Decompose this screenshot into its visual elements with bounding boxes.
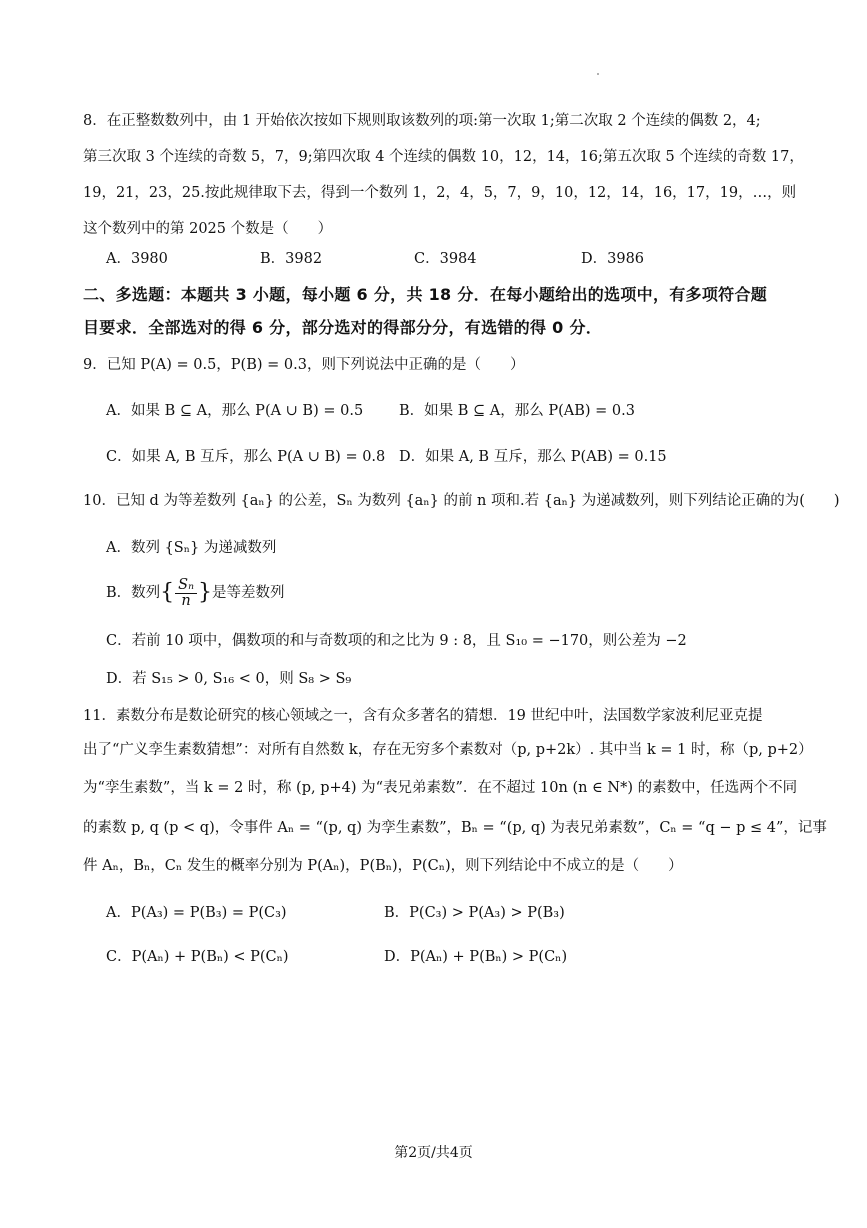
q8-option-c: C．3984 (414, 251, 477, 267)
q10-option-c: C．若前 10 项中，偶数项的和与奇数项的和之比为 9 : 8，且 S₁₀ = −170，则公差为 −2 (106, 633, 687, 649)
q8-stem-line-3: 19，21，23，25.按此规律取下去，得到一个数列 1，2，4，5，7，9，10，12，14，16，17，19，…，则 (83, 185, 797, 201)
q11-stem-line-5: 件 Aₙ，Bₙ，Cₙ 发生的概率分别为 P(Aₙ)，P(Bₙ)，P(Cₙ)，则下列结论中不成立的是（ ） (83, 858, 683, 874)
q11-stem-line-2: 出了“广义孪生素数猜想”：对所有自然数 k，存在无穷多个素数对（p, p+2k）. 其中当 k = 1 时，称（p, p+2） (83, 742, 813, 758)
q11-option-d: D．P(Aₙ) + P(Bₙ) > P(Cₙ) (384, 949, 568, 965)
q9-option-d: D．如果 A, B 互斥，那么 P(AB) = 0.15 (399, 449, 667, 465)
q11-option-b: B．P(C₃) > P(A₃) > P(B₃) (384, 905, 565, 921)
fraction-denominator: n (181, 592, 191, 609)
q10-option-d: D．若 S₁₅ > 0, S₁₆ < 0，则 S₈ > S₉ (106, 671, 352, 687)
q9-option-b: B．如果 B ⊆ A，那么 P(AB) = 0.3 (399, 403, 635, 419)
q11-option-a: A．P(A₃) = P(B₃) = P(C₃) (106, 905, 287, 921)
scan-dot (597, 73, 599, 75)
q11-stem-line-3: 为“孪生素数”，当 k = 2 时，称 (p, p+4) 为“表兄弟素数”．在不超过 10n (n ∈ N*) 的素数中，任选两个不同 (83, 780, 798, 796)
q10-option-b-suffix: 是等差数列 (211, 585, 285, 601)
q9-option-c: C．如果 A, B 互斥，那么 P(A ∪ B) = 0.8 (106, 449, 386, 465)
q8-option-b: B．3982 (260, 251, 323, 267)
q9-option-a: A．如果 B ⊆ A，那么 P(A ∪ B) = 0.5 (106, 403, 364, 419)
q8-stem-line-1: 8．在正整数数列中，由 1 开始依次按如下规则取该数列的项:第一次取 1;第二次取 2 个连续的偶数 2，4; (83, 113, 761, 129)
left-brace: { (160, 580, 175, 605)
q11-stem-line-4: 的素数 p, q (p < q)，令事件 Aₙ = “(p, q) 为孪生素数”，Bₙ = “(p, q) 为表兄弟素数”，Cₙ = “q − p ≤ 4”，记事 (83, 820, 827, 836)
right-brace: } (197, 580, 212, 605)
q10-option-b-prefix: B．数列 (106, 585, 161, 601)
sn-over-n-fraction (175, 578, 197, 609)
q8-option-a: A．3980 (106, 251, 168, 267)
q9-stem: 9．已知 P(A) = 0.5，P(B) = 0.3，则下列说法中正确的是（ ） (83, 357, 525, 373)
q8-option-d: D．3986 (581, 251, 645, 267)
q11-option-c: C．P(Aₙ) + P(Bₙ) < P(Cₙ) (106, 949, 289, 965)
q8-stem-line-4: 这个数列中的第 2025 个数是（ ） (83, 221, 333, 237)
q10-stem: 10．已知 d 为等差数列 {aₙ} 的公差，Sₙ 为数列 {aₙ} 的前 n 项和.若 {aₙ} 为递减数列，则下列结论正确的为( ) (83, 493, 840, 509)
q10-option-a: A．数列 {Sₙ} 为递减数列 (106, 540, 277, 556)
section-2-line-1: 二、多选题：本题共 3 小题，每小题 6 分，共 18 分．在每小题给出的选项中，有多项符合题 (83, 285, 768, 304)
fraction-numerator: Sₙ (175, 578, 197, 594)
section-2-line-2: 目要求．全部选对的得 6 分，部分选对的得部分分，有选错的得 0 分． (83, 318, 603, 337)
q11-stem-line-1: 11．素数分布是数论研究的核心领域之一，含有众多著名的猜想．19 世纪中叶，法国数学家波利尼亚克提 (83, 708, 763, 724)
page-footer: 第2页/共4页 (394, 1145, 473, 1161)
q8-stem-line-2: 第三次取 3 个连续的奇数 5，7，9;第四次取 4 个连续的偶数 10，12，14，16;第五次取 5 个连续的奇数 17， (83, 149, 804, 165)
q10-option-b (106, 576, 284, 610)
